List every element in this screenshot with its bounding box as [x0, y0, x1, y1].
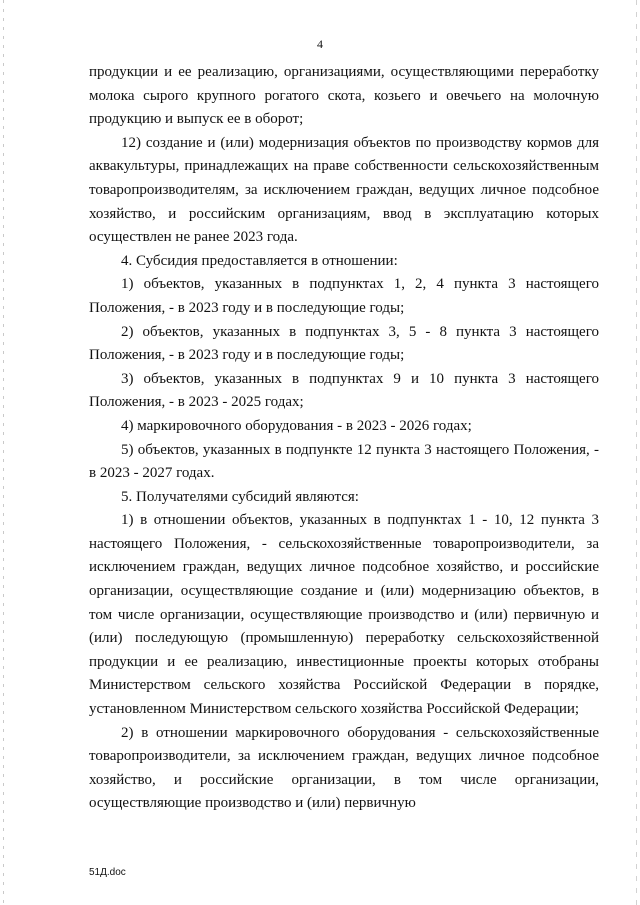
paragraph: 2) в отношении маркировочного оборудования - сельскохозяйственные товаропроизводители, за исключением граждан, ведущих личное подсобное хозяйство, и российские организации, в том числе организации, осуществляющие производство и (или) первичную — [89, 724, 599, 812]
paragraph: 4) маркировочного оборудования - в 2023 - 2026 годах; — [121, 417, 472, 434]
scan-edge-left — [3, 0, 4, 905]
page-number: 4 — [317, 37, 323, 51]
paragraph: 1) объектов, указанных в подпунктах 1, 2, 4 пункта 3 настоящего Положения, - в 2023 году и в последующие годы; — [89, 276, 599, 316]
paragraph: продукции и ее реализацию, организациями, осуществляющими переработку молока сырого крупного рогатого скота, козьего и овечьего на молочную продукцию и выпуск ее в оборот; — [89, 64, 599, 128]
paragraph: 5. Получателями субсидий являются: — [121, 488, 359, 505]
paragraph: 1) в отношении объектов, указанных в подпунктах 1 - 10, 12 пункта 3 настоящего Положения, - сельскохозяйственные товаропроизводители, за исключением граждан, ведущих личное подсобное хозяйство, и российские организации, осуществляющие создание и (или) модернизацию объектов, в том числе организации, осуществляющие производство и (или) первичную и (или) последующую (промышленную) переработку сельскохозяйственной продукции и ее реализацию, инвестиционные проекты которых отобраны Министерством сельского хозяйства Российской Федерации в порядке, установленном Министерством сельского хозяйства Российской Федерации; — [89, 512, 599, 718]
paragraph: 4. Субсидия предоставляется в отношении: — [121, 252, 398, 269]
paragraph: 2) объектов, указанных в подпунктах 3, 5 - 8 пункта 3 настоящего Положения, - в 2023 году и в последующие годы; — [89, 323, 599, 364]
footer-filename: 51Д.doc — [89, 867, 126, 878]
paragraph: 5) объектов, указанных в подпункте 12 пункта 3 настоящего Положения, - в 2023 - 2027 годах. — [89, 441, 599, 482]
document-body — [89, 61, 599, 816]
paragraph: 12) создание и (или) модернизация объектов по производству кормов для аквакультуры, принадлежащих на праве собственности сельскохозяйственным товаропроизводителям, за исключением граждан, ведущих личное подсобное хозяйство, и российским организациям, ввод в эксплуатацию которых осуществлен не ранее 2023 года. — [89, 134, 599, 246]
paragraph: 3) объектов, указанных в подпунктах 9 и 10 пункта 3 настоящего Положения, - в 2023 - 2025 годах; — [89, 370, 599, 411]
scan-edge-right — [636, 0, 637, 905]
